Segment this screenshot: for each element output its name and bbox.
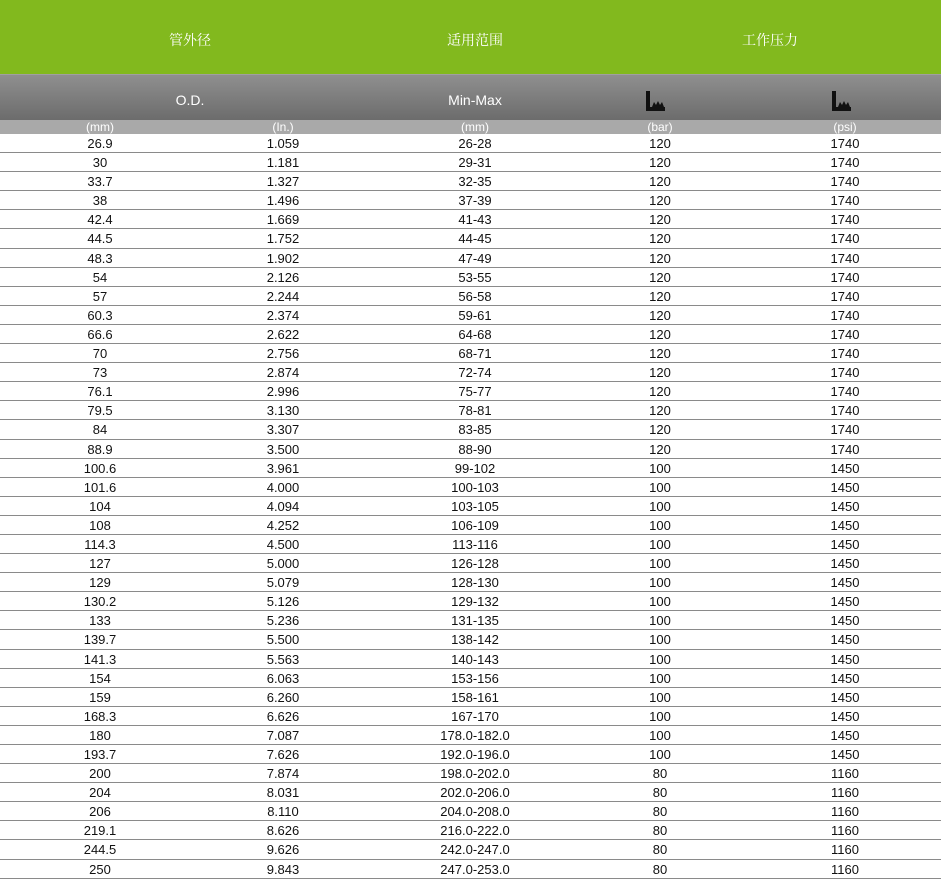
cell-range-mm: 106-109 — [451, 517, 499, 533]
cell-pressure-psi: 1160 — [831, 785, 859, 801]
cell-od-in: 9.626 — [266, 842, 300, 858]
cell-od-in: 2.244 — [266, 288, 300, 304]
cell-od-in: 5.000 — [266, 556, 300, 572]
cell-pressure-psi: 1450 — [830, 460, 860, 476]
cell-od-mm: 73 — [92, 365, 108, 381]
cell-pressure-bar: 80 — [652, 804, 668, 820]
cell-od-in: 4.000 — [266, 479, 300, 495]
cell-od-in: 2.374 — [266, 307, 300, 323]
cell-pressure-psi: 1450 — [830, 498, 860, 514]
cell-od-in: 3.961 — [266, 460, 300, 476]
cell-pressure-bar: 120 — [649, 422, 671, 438]
table-row — [0, 726, 941, 745]
header-range-zh: 适用范围 — [447, 32, 503, 48]
table-row — [0, 172, 941, 191]
table-row — [0, 249, 941, 268]
cell-range-mm: 32-35 — [458, 174, 492, 190]
cell-range-mm: 44-45 — [458, 231, 492, 247]
cell-pressure-bar: 100 — [649, 575, 671, 591]
cell-pressure-psi: 1740 — [830, 403, 860, 419]
table-row — [0, 497, 941, 516]
cell-od-mm: 54 — [92, 269, 108, 285]
cell-range-mm: 216.0-222.0 — [440, 823, 510, 839]
cell-pressure-bar: 100 — [649, 556, 671, 572]
cell-range-mm: 178.0-182.0 — [440, 727, 510, 743]
table-row — [0, 306, 941, 325]
cell-pressure-bar: 120 — [649, 346, 671, 362]
cell-pressure-bar: 120 — [649, 441, 671, 457]
cell-od-mm: 57 — [92, 288, 108, 304]
cell-pressure-psi: 1740 — [830, 174, 860, 190]
table-row — [0, 688, 941, 707]
cell-od-in: 2.756 — [266, 346, 300, 362]
cell-pressure-bar: 100 — [649, 670, 671, 686]
header-range-label: Min-Max — [448, 92, 502, 108]
cell-od-in: 7.087 — [266, 727, 300, 743]
cell-pressure-psi: 1450 — [830, 575, 860, 591]
cell-od-in: 5.079 — [266, 575, 300, 591]
table-row — [0, 229, 941, 248]
cell-od-mm: 206 — [89, 804, 111, 820]
cell-pressure-bar: 100 — [649, 460, 671, 476]
cell-pressure-psi: 1740 — [830, 422, 860, 438]
cell-range-mm: 242.0-247.0 — [440, 842, 510, 858]
cell-pressure-psi: 1160 — [831, 804, 859, 820]
table-row — [0, 420, 941, 439]
cell-range-mm: 68-71 — [458, 346, 492, 362]
cell-pressure-psi: 1160 — [831, 861, 859, 877]
cell-range-mm: 100-103 — [451, 479, 499, 495]
cell-od-in: 8.110 — [267, 804, 299, 820]
cell-od-in: 2.622 — [266, 326, 300, 342]
cell-od-in: 5.500 — [266, 632, 300, 648]
cell-range-mm: 192.0-196.0 — [440, 747, 510, 762]
cell-od-in: 4.094 — [266, 498, 300, 514]
cell-od-mm: 104 — [89, 498, 111, 514]
cell-od-mm: 168.3 — [83, 708, 117, 724]
cell-pressure-psi: 1160 — [831, 766, 859, 782]
table-row — [0, 287, 941, 306]
cell-od-in: 1.327 — [266, 174, 300, 190]
cell-od-in: 7.626 — [266, 747, 300, 762]
unit-pressure-bar: (bar) — [647, 120, 673, 134]
cell-range-mm: 113-116 — [452, 536, 498, 552]
cell-range-mm: 202.0-206.0 — [440, 785, 510, 801]
cell-range-mm: 158-161 — [451, 689, 499, 705]
cell-pressure-bar: 100 — [649, 632, 671, 648]
cell-pressure-psi: 1450 — [830, 670, 860, 686]
cell-range-mm: 126-128 — [451, 556, 499, 572]
table-row — [0, 191, 941, 210]
cell-pressure-psi: 1740 — [830, 231, 860, 247]
cell-od-mm: 139.7 — [83, 632, 117, 648]
cell-range-mm: 153-156 — [451, 670, 499, 686]
cell-od-in: 1.669 — [266, 212, 300, 228]
cell-range-mm: 140-143 — [451, 651, 499, 667]
cell-pressure-bar: 100 — [649, 498, 671, 514]
cell-pressure-psi: 1740 — [830, 250, 860, 266]
cell-pressure-psi: 1740 — [830, 269, 860, 285]
table-row — [0, 630, 941, 649]
cell-pressure-bar: 100 — [649, 689, 671, 705]
cell-od-mm: 76.1 — [87, 384, 113, 400]
cell-pressure-psi: 1450 — [830, 594, 860, 610]
cell-od-in: 2.874 — [266, 365, 300, 381]
cell-od-in: 4.252 — [266, 517, 300, 533]
table-row — [0, 382, 941, 401]
table-row — [0, 134, 941, 153]
cell-pressure-bar: 80 — [652, 823, 668, 839]
cell-od-mm: 133 — [89, 613, 111, 629]
cell-od-mm: 130.2 — [83, 594, 117, 610]
unit-od-in: (In.) — [272, 120, 294, 134]
table-row — [0, 840, 941, 859]
cell-range-mm: 56-58 — [458, 288, 492, 304]
pressure-gauge-icon — [646, 91, 666, 111]
cell-od-mm: 193.7 — [83, 747, 117, 762]
cell-pressure-psi: 1740 — [830, 155, 860, 171]
cell-pressure-bar: 100 — [649, 517, 671, 533]
cell-pressure-psi: 1740 — [830, 212, 860, 228]
cell-od-mm: 70 — [92, 346, 108, 362]
table-row — [0, 821, 941, 840]
cell-pressure-psi: 1450 — [830, 727, 860, 743]
table-row — [0, 535, 941, 554]
cell-pressure-psi: 1740 — [830, 288, 860, 304]
cell-od-mm: 60.3 — [87, 307, 113, 323]
cell-range-mm: 53-55 — [458, 269, 492, 285]
cell-od-in: 5.563 — [266, 651, 300, 667]
cell-od-in: 6.626 — [266, 708, 300, 724]
cell-od-mm: 48.3 — [87, 250, 113, 266]
cell-od-in: 8.031 — [266, 785, 300, 801]
header-subtitle-bar — [0, 74, 941, 120]
table-row — [0, 611, 941, 630]
cell-pressure-bar: 120 — [649, 136, 671, 151]
table-row — [0, 210, 941, 229]
cell-pressure-psi: 1740 — [830, 193, 860, 209]
table-row — [0, 153, 941, 172]
cell-od-mm: 101.6 — [83, 479, 117, 495]
cell-od-in: 2.126 — [266, 269, 300, 285]
unit-od-mm: (mm) — [86, 120, 114, 134]
cell-od-in: 3.307 — [266, 422, 300, 438]
table-row — [0, 745, 941, 764]
cell-od-in: 3.500 — [266, 441, 300, 457]
cell-pressure-bar: 100 — [649, 536, 671, 552]
cell-od-in: 5.126 — [266, 594, 300, 610]
cell-pressure-bar: 80 — [652, 785, 668, 801]
cell-od-mm: 114.3 — [84, 536, 116, 552]
cell-pressure-bar: 120 — [649, 365, 671, 381]
table-row — [0, 554, 941, 573]
cell-pressure-psi: 1740 — [830, 307, 860, 323]
cell-od-in: 1.496 — [266, 193, 300, 209]
cell-range-mm: 138-142 — [451, 632, 499, 648]
cell-pressure-bar: 120 — [649, 307, 671, 323]
table-row — [0, 440, 941, 459]
cell-od-in: 1.181 — [266, 155, 300, 171]
cell-od-in: 9.843 — [266, 861, 300, 877]
cell-od-mm: 159 — [89, 689, 111, 705]
cell-pressure-psi: 1740 — [830, 365, 860, 381]
table-row — [0, 344, 941, 363]
cell-pressure-bar: 80 — [652, 842, 668, 858]
cell-od-mm: 33.7 — [87, 174, 113, 190]
cell-pressure-bar: 120 — [649, 326, 671, 342]
cell-od-mm: 129 — [89, 575, 111, 591]
cell-pressure-bar: 80 — [652, 861, 668, 877]
cell-pressure-psi: 1740 — [830, 136, 860, 151]
cell-pressure-bar: 120 — [649, 403, 671, 419]
cell-od-in: 5.236 — [266, 613, 300, 629]
cell-od-mm: 204 — [89, 785, 111, 801]
cell-pressure-psi: 1450 — [830, 613, 860, 629]
cell-pressure-bar: 120 — [649, 155, 671, 171]
cell-od-mm: 244.5 — [83, 842, 117, 858]
cell-range-mm: 29-31 — [458, 155, 492, 171]
pressure-gauge-icon — [832, 91, 852, 111]
cell-od-mm: 108 — [89, 517, 111, 533]
cell-range-mm: 129-132 — [451, 594, 499, 610]
cell-pressure-bar: 100 — [649, 479, 671, 495]
cell-pressure-psi: 1740 — [830, 326, 860, 342]
table-row — [0, 669, 941, 688]
cell-pressure-psi: 1740 — [830, 441, 860, 457]
cell-pressure-bar: 120 — [649, 174, 671, 190]
cell-od-in: 3.130 — [266, 403, 300, 419]
header-od-label: O.D. — [175, 92, 205, 108]
table-row — [0, 401, 941, 420]
header-title-bar — [0, 0, 941, 74]
header-pressure-zh: 工作压力 — [742, 32, 798, 48]
table-row — [0, 783, 941, 802]
cell-od-in: 1.752 — [266, 231, 300, 247]
cell-pressure-bar: 100 — [649, 594, 671, 610]
cell-pressure-bar: 100 — [649, 708, 671, 724]
cell-pressure-psi: 1160 — [831, 842, 859, 858]
table-row — [0, 478, 941, 497]
cell-od-mm: 88.9 — [87, 441, 113, 457]
table-row — [0, 459, 941, 478]
cell-pressure-bar: 120 — [649, 212, 671, 228]
cell-od-mm: 219.1 — [83, 823, 117, 839]
cell-od-mm: 44.5 — [87, 231, 113, 247]
table-row — [0, 325, 941, 344]
cell-range-mm: 41-43 — [458, 212, 492, 228]
cell-od-in: 6.063 — [266, 670, 300, 686]
cell-od-mm: 42.4 — [87, 212, 113, 228]
cell-pressure-psi: 1450 — [830, 651, 860, 667]
cell-pressure-psi: 1450 — [830, 517, 860, 533]
cell-range-mm: 131-135 — [451, 613, 499, 629]
cell-pressure-bar: 100 — [649, 747, 671, 762]
table-row — [0, 363, 941, 382]
cell-range-mm: 88-90 — [458, 441, 492, 457]
cell-od-mm: 79.5 — [87, 403, 113, 419]
cell-range-mm: 64-68 — [458, 326, 492, 342]
cell-pressure-bar: 80 — [652, 766, 668, 782]
cell-od-mm: 30 — [92, 155, 108, 171]
cell-range-mm: 72-74 — [458, 365, 492, 381]
cell-pressure-psi: 1740 — [830, 346, 860, 362]
table-row — [0, 860, 941, 879]
cell-pressure-bar: 100 — [649, 613, 671, 629]
table-row — [0, 592, 941, 611]
cell-range-mm: 99-102 — [454, 460, 496, 476]
table-row — [0, 573, 941, 592]
cell-pressure-psi: 1740 — [830, 384, 860, 400]
cell-od-in: 6.260 — [266, 689, 300, 705]
cell-od-mm: 200 — [89, 766, 111, 782]
cell-range-mm: 198.0-202.0 — [440, 766, 510, 782]
cell-od-in: 4.500 — [266, 536, 300, 552]
table-row — [0, 764, 941, 783]
cell-pressure-psi: 1450 — [830, 747, 860, 762]
cell-range-mm: 59-61 — [458, 307, 492, 323]
cell-od-mm: 141.3 — [83, 651, 117, 667]
table-row — [0, 516, 941, 535]
cell-pressure-psi: 1450 — [830, 479, 860, 495]
cell-range-mm: 167-170 — [451, 708, 499, 724]
data-rows — [0, 134, 941, 879]
cell-od-in: 1.059 — [266, 136, 300, 151]
cell-od-mm: 250 — [89, 861, 111, 877]
cell-pressure-psi: 1450 — [830, 536, 860, 552]
cell-range-mm: 103-105 — [451, 498, 499, 514]
cell-od-mm: 154 — [89, 670, 111, 686]
table-row — [0, 707, 941, 726]
header-od-zh: 管外径 — [169, 32, 211, 48]
cell-pressure-bar: 120 — [649, 250, 671, 266]
cell-range-mm: 83-85 — [458, 422, 492, 438]
cell-range-mm: 75-77 — [458, 384, 492, 400]
cell-range-mm: 128-130 — [451, 575, 499, 591]
cell-od-mm: 84 — [92, 422, 108, 438]
cell-od-in: 7.874 — [266, 766, 300, 782]
cell-pressure-bar: 100 — [649, 727, 671, 743]
cell-od-mm: 180 — [89, 727, 111, 743]
cell-od-mm: 26.9 — [87, 136, 113, 151]
cell-pressure-psi: 1450 — [830, 708, 860, 724]
cell-od-mm: 127 — [89, 556, 111, 572]
cell-od-mm: 100.6 — [83, 460, 117, 476]
cell-od-in: 1.902 — [266, 250, 300, 266]
cell-range-mm: 26-28 — [458, 136, 492, 151]
cell-pressure-bar: 100 — [649, 651, 671, 667]
unit-range-mm: (mm) — [461, 120, 489, 134]
cell-range-mm: 47-49 — [458, 250, 492, 266]
cell-pressure-psi: 1450 — [830, 632, 860, 648]
cell-pressure-bar: 120 — [649, 231, 671, 247]
cell-pressure-bar: 120 — [649, 193, 671, 209]
cell-od-in: 8.626 — [266, 823, 300, 839]
cell-pressure-bar: 120 — [649, 269, 671, 285]
cell-range-mm: 37-39 — [458, 193, 492, 209]
cell-od-in: 2.996 — [266, 384, 300, 400]
cell-pressure-bar: 120 — [649, 288, 671, 304]
cell-od-mm: 66.6 — [87, 326, 113, 342]
cell-od-mm: 38 — [92, 193, 108, 209]
cell-pressure-psi: 1160 — [831, 823, 859, 839]
cell-range-mm: 78-81 — [458, 403, 492, 419]
table-row — [0, 268, 941, 287]
cell-pressure-bar: 120 — [649, 384, 671, 400]
cell-range-mm: 247.0-253.0 — [440, 861, 510, 877]
unit-pressure-psi: (psi) — [833, 120, 857, 134]
cell-range-mm: 204.0-208.0 — [440, 804, 510, 820]
table-row — [0, 650, 941, 669]
table-row — [0, 802, 941, 821]
cell-pressure-psi: 1450 — [830, 556, 860, 572]
cell-pressure-psi: 1450 — [830, 689, 860, 705]
units-row — [0, 120, 941, 134]
